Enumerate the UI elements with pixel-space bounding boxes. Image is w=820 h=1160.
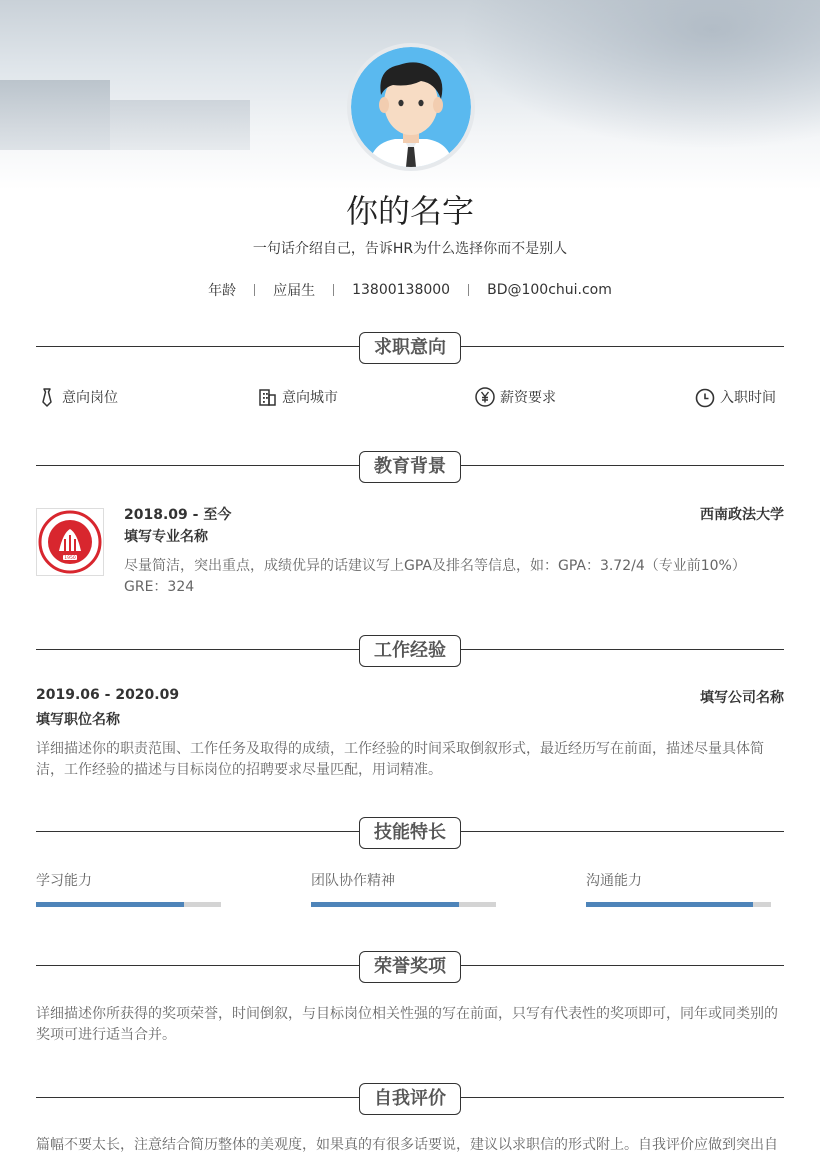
section-header-skills [36,817,784,849]
skill-label: 沟通能力 [586,873,642,889]
skill-bar-fill [586,902,753,907]
intent-label: 意向岗位 [62,390,118,406]
intent-label: 入职时间 [720,390,776,406]
avatar-illustration-icon [351,47,471,167]
divider [254,284,255,296]
intent-label: 薪资要求 [500,390,556,406]
section-header-work [36,635,784,667]
skill-item [36,870,236,907]
skill-bar [586,902,771,907]
section-title: 技能特长 [359,817,461,849]
info-email: BD@100chui.com [487,282,612,298]
section-title: 求职意向 [359,332,461,364]
school-logo [36,508,104,576]
info-phone: 13800138000 [352,282,451,298]
intent-row [36,386,784,412]
skill-item [586,870,786,907]
section-header-self [36,1083,784,1115]
tagline: 一句话介绍自己，告诉HR为什么选择你而不是别人 [252,241,568,257]
clock-icon [694,386,716,408]
intent-item-salary [474,386,556,408]
honors-description: 详细描述你所获得的奖项荣誉，时间倒叙，与目标岗位相关性强的写在前面，只写有代表性的奖项即可，同年或同类别的奖项可进行适当合并。 [36,1006,778,1043]
work-company: 填写公司名称 [700,690,784,706]
section-title: 荣誉奖项 [359,951,461,983]
education-major: 填写专业名称 [124,529,208,545]
section-title: 教育背景 [359,451,461,483]
background-building [110,100,250,150]
yen-icon [474,386,496,408]
building-icon [256,386,278,408]
section-title: 自我评价 [359,1083,461,1115]
education-school: 西南政法大学 [700,507,784,523]
self-evaluation-description: 篇幅不要太长，注意结合简历整体的美观度，如果真的有很多话要说，建议以求职信的形式附上。自我评价应做到突出自 [36,1137,778,1153]
page-title: 你的名字 [345,192,474,230]
info-age: 年龄 [208,283,237,299]
work-date: 2019.06 - 2020.09 [36,687,180,703]
skill-label: 学习能力 [36,873,92,889]
divider [333,284,334,296]
skill-bar-fill [311,902,459,907]
divider [468,284,469,296]
skill-item [311,870,511,907]
school-logo-year: 1950 [64,556,76,561]
background-cloud [460,0,820,150]
background-building [0,80,110,150]
tie-icon [36,386,58,408]
education-date: 2018.09 - 至今 [124,507,232,523]
section-header-honors [36,951,784,983]
education-description: 尽量简洁，突出重点，成绩优异的话建议写上GPA及排名等信息，如：GPA：3.72/4（专业前10%） GRE：324 [124,558,746,595]
intent-label: 意向城市 [282,390,338,406]
skill-label: 团队协作精神 [311,873,395,889]
work-position: 填写职位名称 [36,712,120,728]
contact-info [0,280,820,300]
info-status: 应届生 [273,283,316,299]
work-description: 详细描述你的职责范围、工作任务及取得的成绩，工作经验的时间采取倒叙形式，最近经历写在前面，描述尽量具体简洁，工作经验的描述与目标岗位的招聘要求尽量匹配，用词精准。 [36,741,764,778]
section-title: 工作经验 [359,635,461,667]
skill-bar [311,902,496,907]
intent-item-position [36,386,118,408]
section-header-intent [36,332,784,364]
school-emblem-icon [37,509,103,575]
skill-bar [36,902,221,907]
intent-item-city [256,386,338,408]
avatar [347,43,475,171]
skill-bar-fill [36,902,184,907]
section-header-education [36,451,784,483]
intent-item-start-date [694,386,776,408]
